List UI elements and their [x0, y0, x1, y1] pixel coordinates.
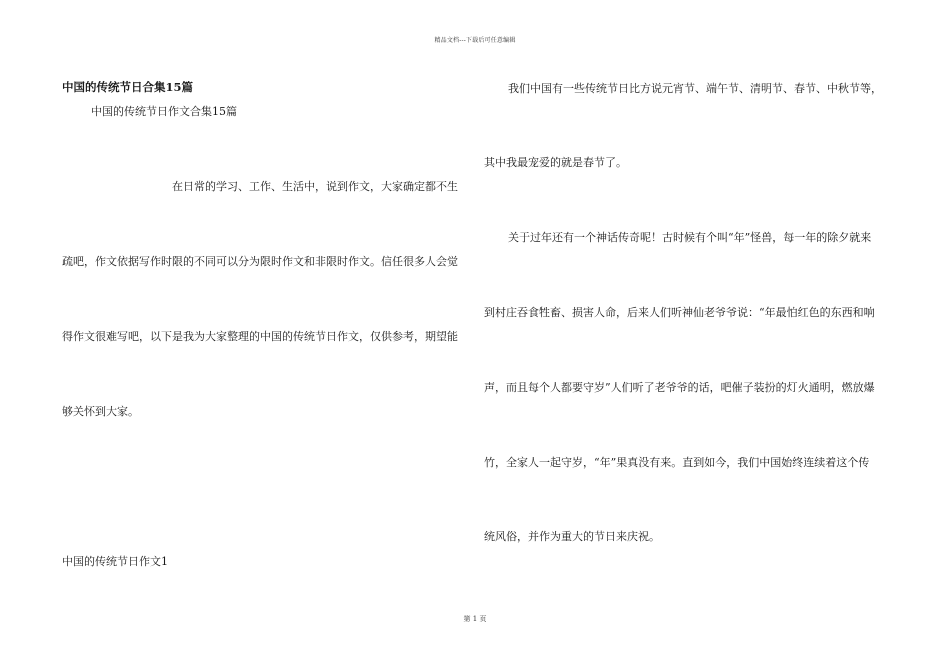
paragraph-line: 声，而且每个人都要守岁”人们听了老爷爷的话，吧催子装扮的灯火通明，燃放爆: [484, 381, 875, 394]
page-header: 精品文档---下载后可任意编辑: [434, 37, 516, 44]
paragraph-line: 关于过年还有一个神话传奇呢！古时候有个叫“年”怪兽，每一年的除夕就来: [508, 231, 872, 244]
paragraph-line: 够关怀到大家。: [62, 405, 139, 418]
paragraph-line: 其中我最宠爱的就是春节了。: [484, 156, 627, 169]
paragraph-line: 到村庄吞食牲畜、损害人命，后来人们听神仙老爷爷说：“年最怕红色的东西和响: [484, 306, 875, 319]
paragraph-line: 统风俗，并作为重大的节日来庆祝。: [484, 530, 660, 543]
paragraph-line: 在日常的学习、工作、生活中，说到作文，大家确定都不生: [172, 180, 458, 193]
page-number: 第 1 页: [463, 615, 487, 623]
paragraph-line: 我们中国有一些传统节日比方说元宵节、端午节、清明节、春节、中秋节等，: [508, 82, 882, 95]
section-heading: 中国的传统节日作文1: [62, 555, 168, 568]
paragraph-line: 得作文很难写吧，以下是我为大家整理的中国的传统节日作文，仅供参考，期望能: [62, 330, 458, 343]
paragraph-line: 疏吧，作文依据写作时限的不同可以分为限时作文和非限时作文。信任很多人会觉: [62, 255, 458, 268]
document-subtitle: 中国的传统节日作文合集15篇: [91, 105, 237, 118]
document-title: 中国的传统节日合集15篇: [62, 80, 194, 94]
paragraph-line: 竹，全家人一起守岁，“年”果真没有来。直到如今，我们中国始终连续着这个传: [484, 456, 870, 469]
